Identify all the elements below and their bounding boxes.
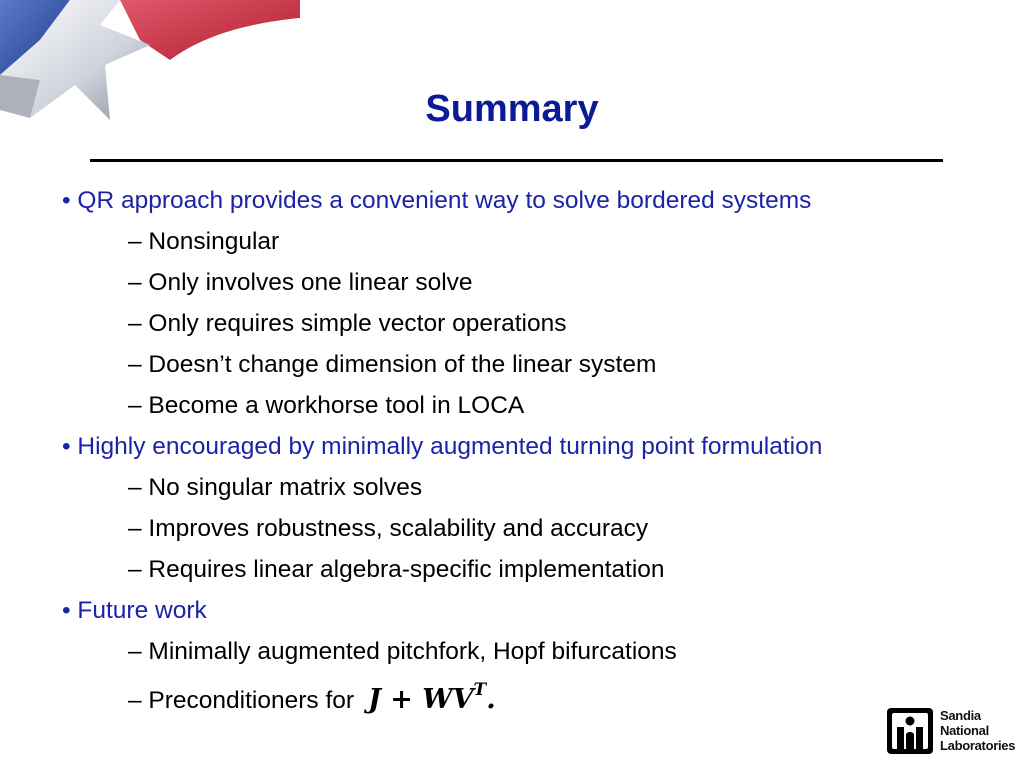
bullet-qr-approach: • QR approach provides a convenient way to solve bordered systems [62,187,812,214]
sandia-logo-text [940,708,1015,753]
sub-item-no-singular: – No singular matrix solves [128,474,423,501]
bullet-future-work: • Future work [62,597,207,624]
logo-line-sandia: Sandia [940,708,981,723]
sub-item-nonsingular: – Nonsingular [128,228,280,255]
logo-line-laboratories: Laboratories [940,738,1016,753]
preconditioners-label: – Preconditioners for [128,687,355,714]
sub-item-preconditioners [128,676,496,715]
math-superscript: T [473,680,487,700]
bullet-turning-point: • Highly encouraged by minimally augmented turning point formulation [62,433,823,460]
math-trailing: . [486,684,496,715]
sub-item-one-linear-solve: – Only involves one linear solve [128,269,473,296]
sub-item-dimension: – Doesn’t change dimension of the linear system [128,351,657,378]
sub-item-workhorse-loca: – Become a workhorse tool in LOCA [128,392,525,419]
math-expression [368,676,496,717]
sandia-logo [886,707,1016,757]
sub-item-vector-operations: – Only requires simple vector operations [128,310,567,337]
logo-line-national: National [940,723,989,738]
sandia-thunderbird-icon [886,707,934,755]
title-divider [90,159,943,162]
sub-item-linear-algebra: – Requires linear algebra-specific implementation [128,556,665,583]
slide-title: Summary [425,88,599,130]
sub-item-robustness: – Improves robustness, scalability and accuracy [128,515,649,542]
sub-item-pitchfork-hopf: – Minimally augmented pitchfork, Hopf bifurcations [128,638,677,665]
math-base: J + WV [368,684,474,715]
